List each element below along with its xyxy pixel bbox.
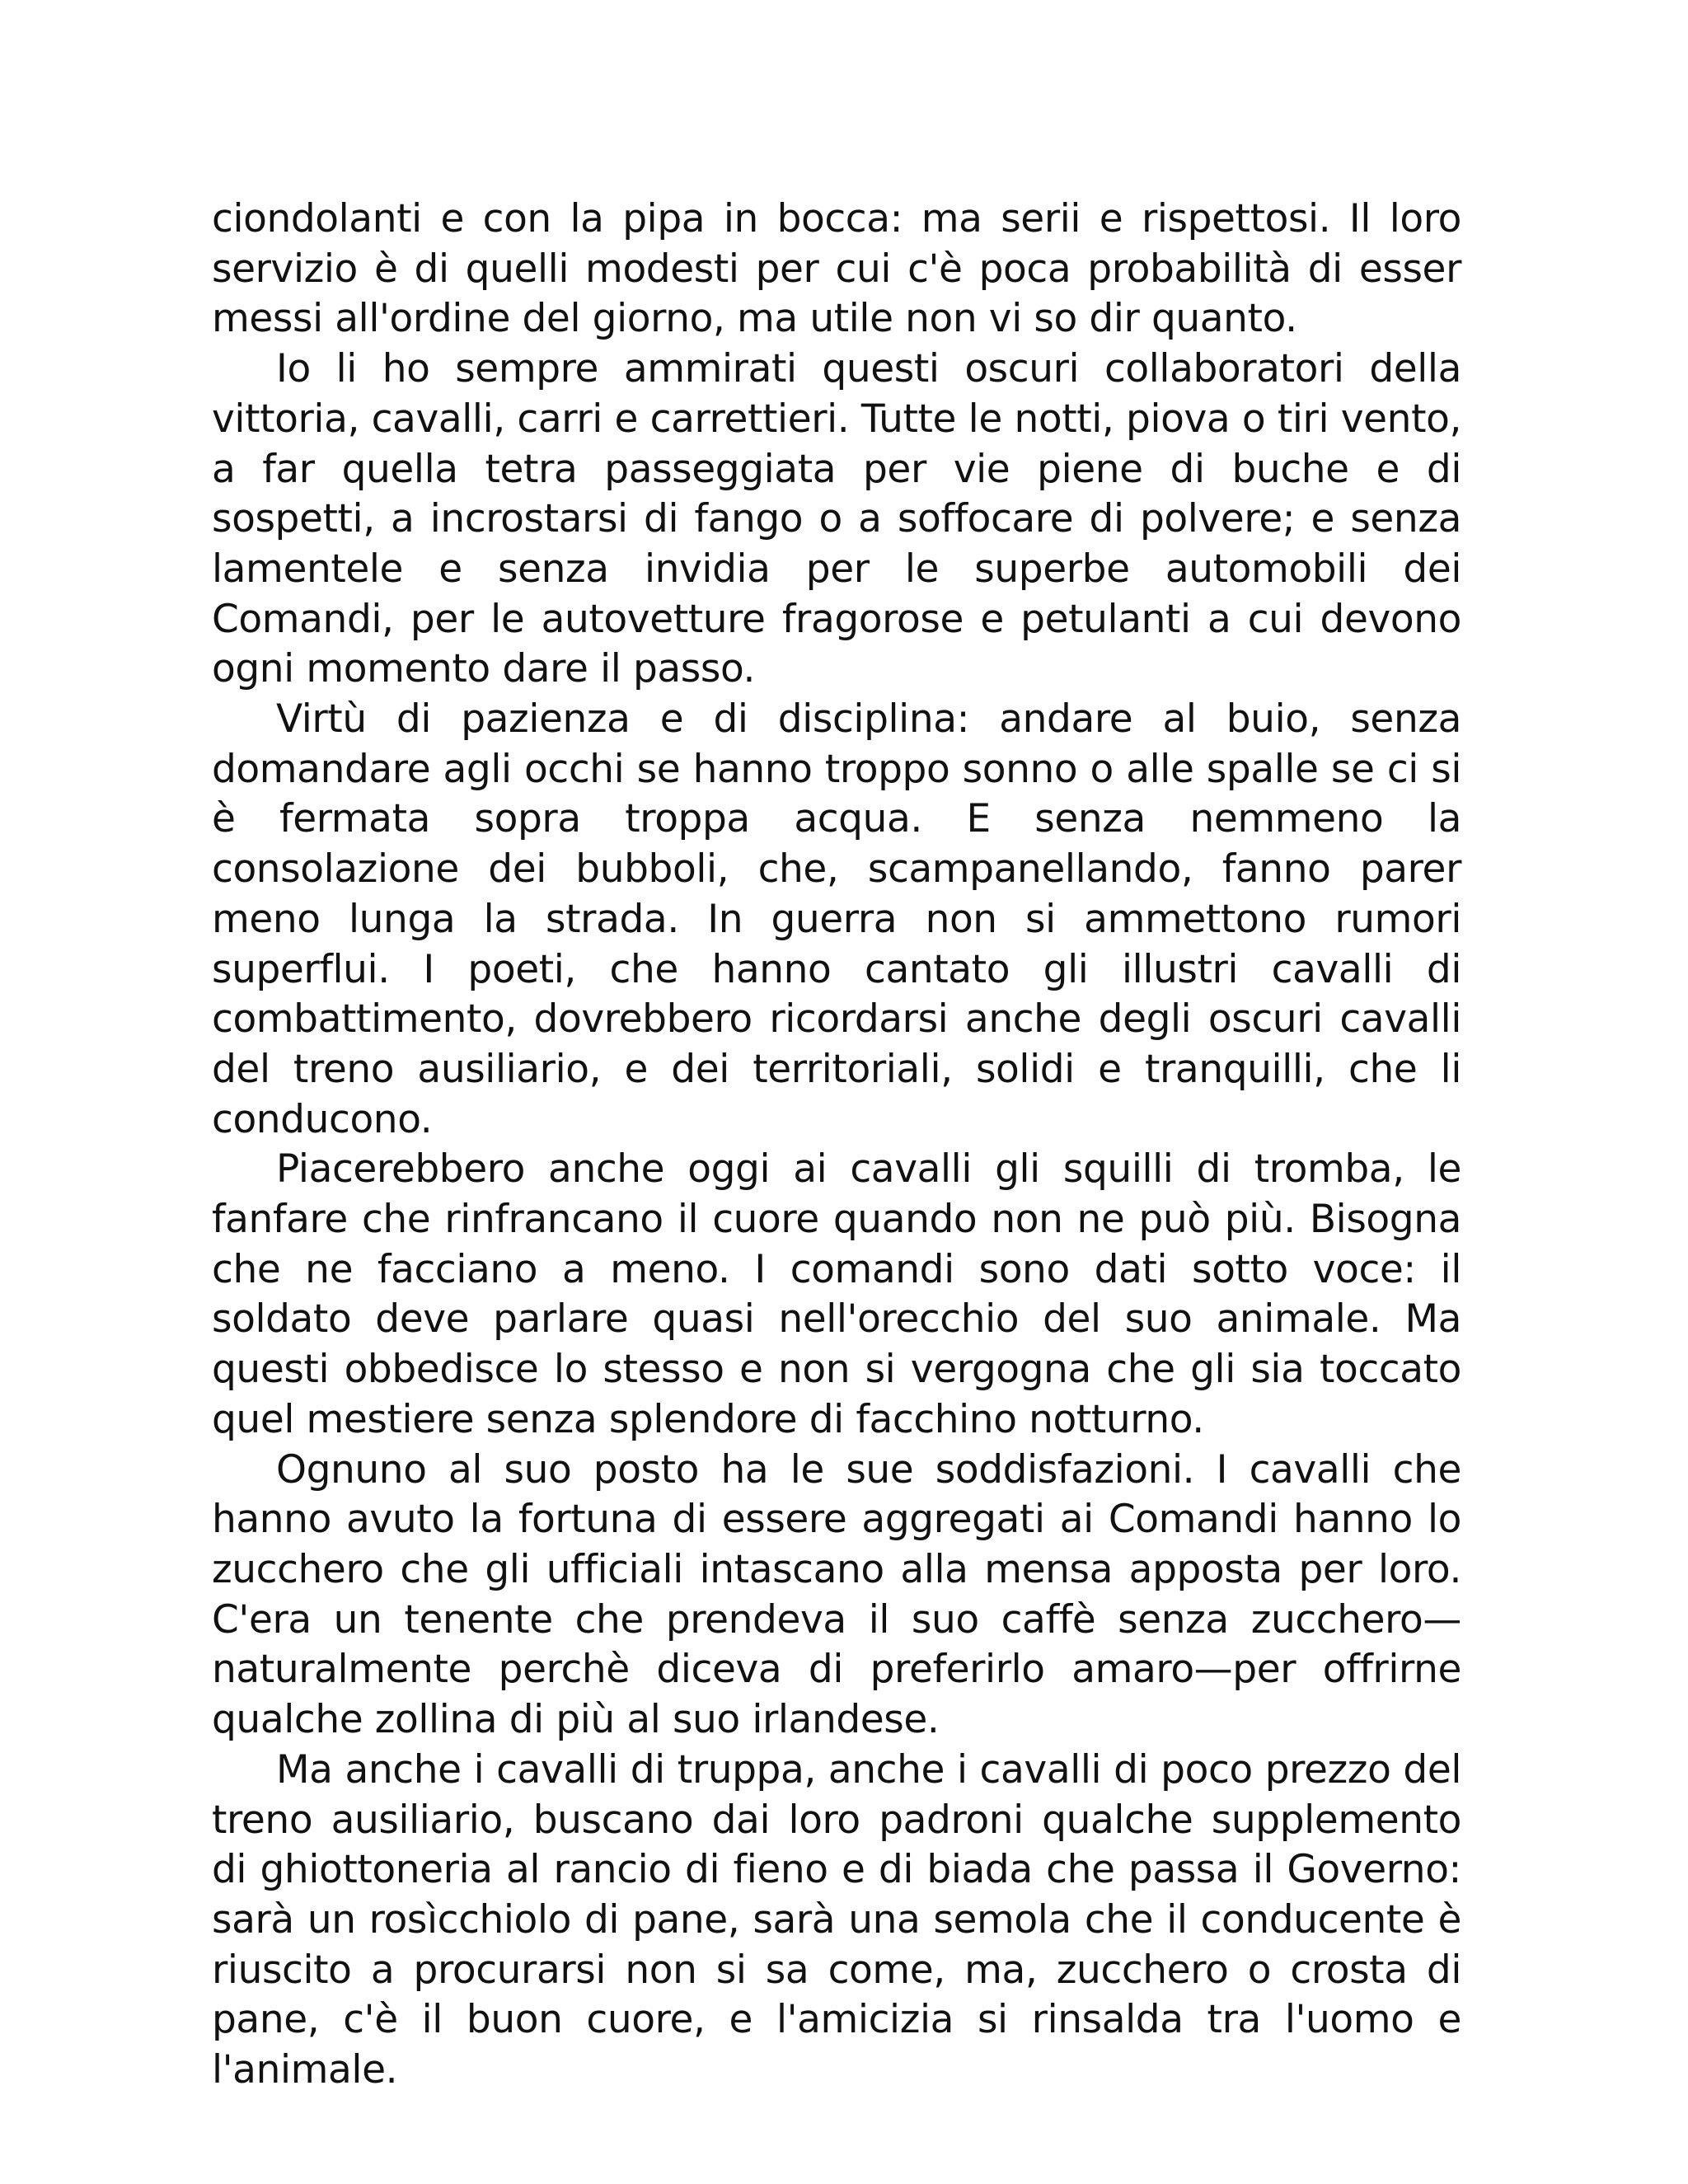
- paragraph-1: ciondolanti e con la pipa in bocca: ma serii e rispettosi. Il loro servizio è di quelli modesti per cui c'è poca probabilità di esser messi all'ordine del giorno, ma utile non vi so dir quanto.: [212, 196, 1461, 342]
- paragraph-3: Virtù di pazienza e di disciplina: andare al buio, senza domandare agli occhi se hanno troppo sonno o alle spalle se ci si è fermata sopra troppa acqua. E senza nemmeno la consolazione dei bubboli, che, scampanellando, fanno parer meno lunga la strada. In guerra non si ammettono rumori superflui. I poeti, che hanno cantato gli illustri cavalli di combattimento, dovrebbero ricordarsi anche degli oscuri cavalli del treno ausiliario, e dei territoriali, solidi e tranquilli, che li conducono.: [212, 696, 1461, 1142]
- paragraph-6: Ma anche i cavalli di truppa, anche i cavalli di poco prezzo del treno ausiliario, buscano dai loro padroni qualche supplemento di ghiottoneria al rancio di fieno e di biada che passa il Governo: sarà un rosìcchiolo di pane, sarà una semola che il conducente è riuscito a procurarsi non si sa come, ma, zucchero o crosta di pane, c'è il buon cuore, e l'amicizia si rinsalda tra l'uomo e l'animale.: [212, 1746, 1461, 2093]
- paragraph-4: Piacerebbero anche oggi ai cavalli gli squilli di tromba, le fanfare che rinfrancano il cuore quando non ne può più. Bisogna che ne facciano a meno. I comandi sono dati sotto voce: il soldato deve parlare quasi nell'orecchio del suo animale. Ma questi obbedisce lo stesso e non si vergogna che gli sia toccato quel mestiere senza splendore di facchino notturno.: [212, 1146, 1461, 1442]
- paragraph-2: Io li ho sempre ammirati questi oscuri collaboratori della vittoria, cavalli, carri e carrettieri. Tutte le notti, piova o tiri vento, a far quella tetra passeggiata per vie piene di buche e di sospetti, a incrostarsi di fango o a soffocare di polvere; e senza lamentele e senza invidia per le superbe automobili dei Comandi, per le autovetture fragorose e petulanti a cui devono ogni momento dare il passo.: [212, 346, 1461, 692]
- paragraph-5: Ognuno al suo posto ha le sue soddisfazioni. I cavalli che hanno avuto la fortuna di essere aggregati ai Comandi hanno lo zucchero che gli ufficiali intascano alla mensa apposta per loro. C'era un tenente che prendeva il suo caffè senza zucchero—naturalmente perchè diceva di preferirlo amaro—per offrirne qualche zollina di più al suo irlandese.: [212, 1446, 1461, 1743]
- body-text: [212, 194, 1461, 2096]
